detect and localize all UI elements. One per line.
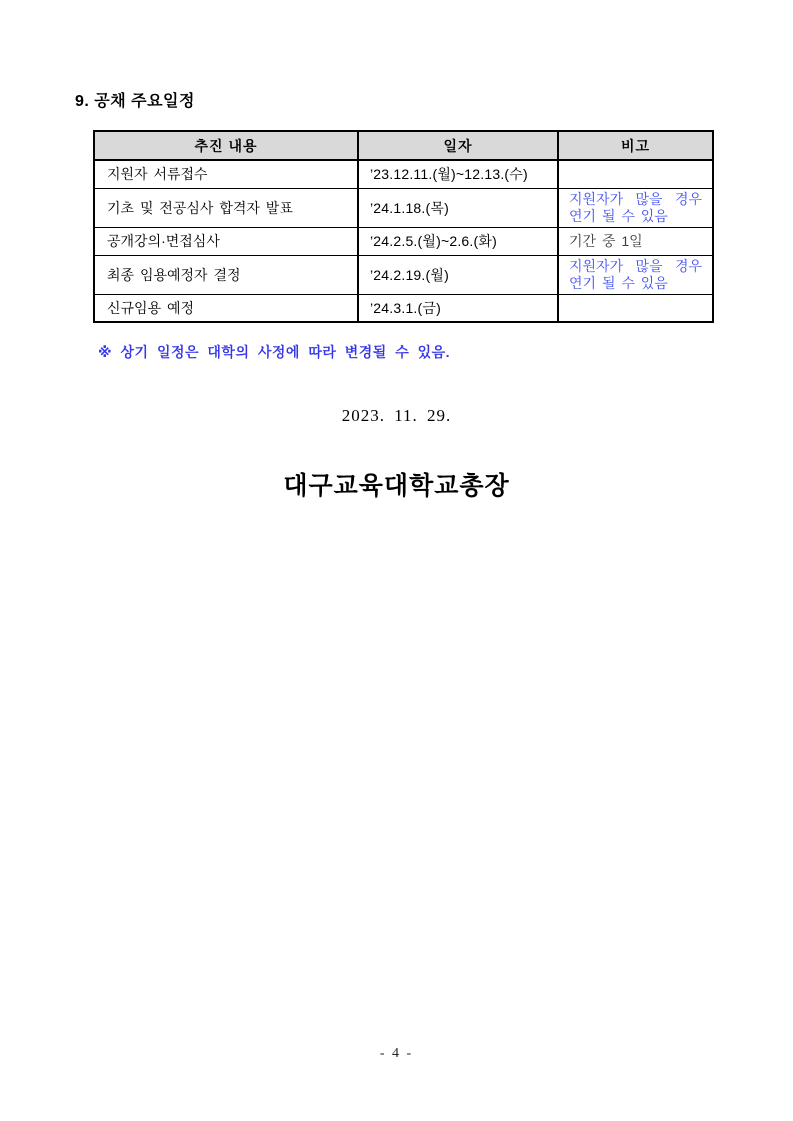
remark-cell xyxy=(558,160,713,188)
table-row xyxy=(94,227,713,255)
issue-date: 2023. 11. 29. xyxy=(341,406,452,425)
task-cell: 지원자 서류접수 xyxy=(107,166,208,183)
table-row xyxy=(94,255,713,294)
remark-cell: 기간 중 1일 xyxy=(558,227,713,255)
schedule-table xyxy=(93,130,714,323)
date-cell: ’24.2.5.(월)~2.6.(화) xyxy=(358,227,558,255)
remark-cell: 지원자가 많을 경우 연기 될 수 있음 xyxy=(558,188,713,227)
task-cell: 최종 임용예정자 결정 xyxy=(94,255,358,294)
date-cell: ’24.1.18.(목) xyxy=(358,188,558,227)
table-row xyxy=(94,294,713,322)
task-cell: 공개강의·면접심사 xyxy=(94,227,358,255)
table-header-row xyxy=(94,131,713,160)
issuer-title: 대구교육대학교총장 xyxy=(283,473,510,500)
column-header-task: 추진 내용 xyxy=(94,131,358,160)
column-header-remark: 비고 xyxy=(558,131,713,160)
task-cell: 기초 및 전공심사 합격자 발표 xyxy=(94,188,358,227)
section-heading: 9. 공채 주요일정 xyxy=(75,93,195,110)
schedule-change-note: ※ 상기 일정은 대학의 사정에 따라 변경될 수 있음. xyxy=(98,344,451,360)
column-header-date: 일자 xyxy=(358,131,558,160)
table-row xyxy=(94,188,713,227)
page-number: - 4 - xyxy=(379,1046,414,1061)
date-cell: ’23.12.11.(월)~12.13.(수) xyxy=(358,160,558,188)
date-cell: ’24.2.19.(월) xyxy=(358,255,558,294)
remark-cell xyxy=(558,294,713,322)
date-cell: ’24.3.1.(금) xyxy=(358,294,558,322)
table-row xyxy=(94,160,713,188)
task-cell: 신규임용 예정 xyxy=(94,294,358,322)
remark-cell: 지원자가 많을 경우 연기 될 수 있음 xyxy=(558,255,713,294)
